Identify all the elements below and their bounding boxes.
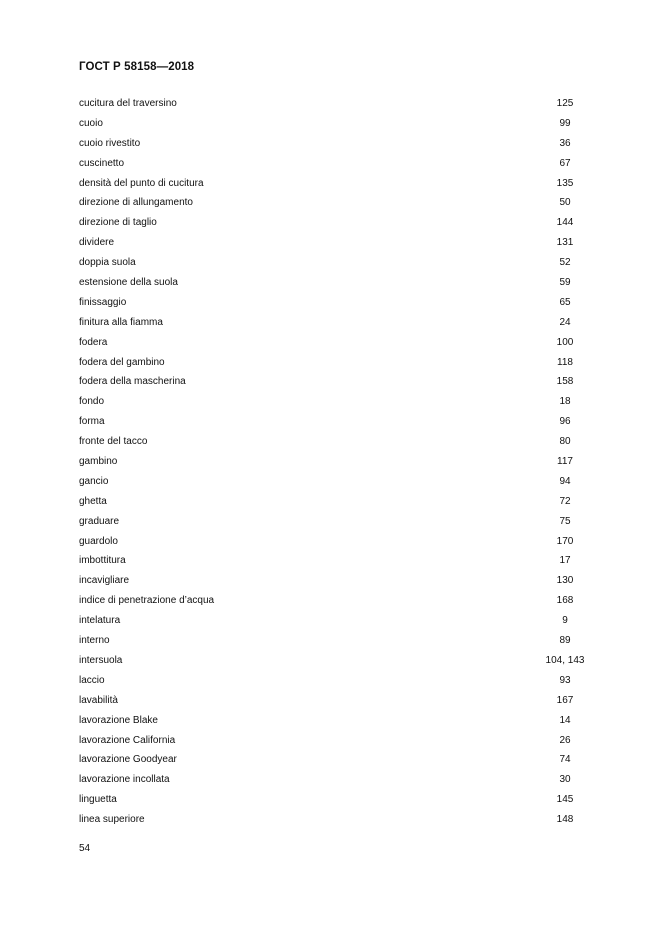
index-reference-number: 26 <box>559 734 571 746</box>
index-entry <box>79 793 599 813</box>
index-entry <box>79 157 599 177</box>
index-entry <box>79 694 599 714</box>
index-entry <box>79 316 599 336</box>
index-entry <box>79 535 599 555</box>
index-term: linea superiore <box>79 814 145 826</box>
index-entry <box>79 276 599 296</box>
index-term: forma <box>79 416 105 428</box>
index-reference-number: 158 <box>556 376 574 388</box>
index-reference-number: 67 <box>559 157 571 169</box>
index-entry <box>79 375 599 395</box>
index-reference-number: 93 <box>559 674 571 686</box>
index-term: densità del punto di cucitura <box>79 177 204 189</box>
document-header: ГОСТ Р 58158—2018 <box>79 61 195 73</box>
index-term: incavigliare <box>79 575 130 587</box>
index-term: ghetta <box>79 495 107 507</box>
index-term: interno <box>79 635 110 647</box>
index-entry <box>79 495 599 515</box>
index-term: cuscinetto <box>79 157 125 169</box>
index-term: direzione di taglio <box>79 217 157 229</box>
index-reference-number: 74 <box>559 754 571 766</box>
index-entry <box>79 455 599 475</box>
index-reference-number: 14 <box>559 714 571 726</box>
index-term: imbottitura <box>79 555 126 567</box>
index-reference-number: 59 <box>559 277 571 289</box>
index-term: direzione di allungamento <box>79 197 193 209</box>
index-reference-number: 24 <box>559 316 571 328</box>
index-reference-number: 65 <box>559 296 571 308</box>
index-reference-number: 118 <box>557 356 573 368</box>
index-entry <box>79 395 599 415</box>
index-entry <box>79 654 599 674</box>
term-index-list <box>79 97 599 833</box>
index-reference-number: 36 <box>559 137 571 149</box>
index-entry <box>79 734 599 754</box>
index-reference-number: 9 <box>562 615 568 627</box>
index-term: fronte del tacco <box>79 436 148 448</box>
index-entry <box>79 177 599 197</box>
index-reference-number: 94 <box>559 475 571 487</box>
index-reference-number: 130 <box>556 575 574 587</box>
index-term: cuoio <box>79 117 103 129</box>
index-entry <box>79 714 599 734</box>
index-term: finissaggio <box>79 296 127 308</box>
index-entry <box>79 117 599 137</box>
index-reference-number: 75 <box>559 515 571 527</box>
index-term: gancio <box>79 475 109 487</box>
index-term: lavabilità <box>79 694 118 706</box>
index-entry <box>79 196 599 216</box>
index-term: fodera <box>79 336 108 348</box>
index-entry <box>79 296 599 316</box>
index-entry <box>79 773 599 793</box>
index-entry <box>79 614 599 634</box>
index-term: gambino <box>79 456 118 468</box>
index-term: fodera della mascherina <box>79 376 186 388</box>
index-reference-number: 96 <box>559 416 571 428</box>
index-term: cuoio rivestito <box>79 137 141 149</box>
index-entry <box>79 336 599 356</box>
index-reference-number: 170 <box>556 535 574 547</box>
index-reference-number: 17 <box>559 555 571 567</box>
index-reference-number: 52 <box>559 257 571 269</box>
index-term: laccio <box>79 674 105 686</box>
index-entry <box>79 137 599 157</box>
index-entry <box>79 634 599 654</box>
index-reference-number: 30 <box>559 774 571 786</box>
index-term: fodera del gambino <box>79 356 165 368</box>
index-reference-number: 144 <box>556 217 574 229</box>
index-entry <box>79 356 599 376</box>
index-term: doppia suola <box>79 257 136 269</box>
index-entry <box>79 256 599 276</box>
index-term: lavorazione Blake <box>79 714 158 726</box>
index-entry <box>79 574 599 594</box>
index-term: fondo <box>79 396 105 408</box>
index-entry <box>79 415 599 435</box>
index-entry <box>79 594 599 614</box>
index-entry <box>79 515 599 535</box>
index-term: intelatura <box>79 615 121 627</box>
index-term: intersuola <box>79 654 123 666</box>
index-reference-number: 167 <box>556 694 574 706</box>
index-entry <box>79 475 599 495</box>
index-reference-number: 125 <box>556 98 574 109</box>
index-term: lavorazione California <box>79 734 176 746</box>
index-reference-number: 117 <box>557 456 573 468</box>
index-term: dividere <box>79 237 115 249</box>
index-term: finitura alla fiamma <box>79 316 163 328</box>
index-term: lavorazione incollata <box>79 774 170 786</box>
index-term: indice di penetrazione d’acqua <box>79 595 215 607</box>
index-entry <box>79 236 599 256</box>
index-term: estensione della suola <box>79 277 178 289</box>
index-reference-number: 131 <box>556 237 574 249</box>
index-entry <box>79 753 599 773</box>
index-term: guardolo <box>79 535 118 547</box>
index-reference-number: 18 <box>559 396 571 408</box>
index-entry <box>79 554 599 574</box>
index-entry <box>79 813 599 833</box>
index-term: cucitura del traversino <box>79 98 177 109</box>
page-number: 54 <box>79 843 91 854</box>
index-entry <box>79 97 599 117</box>
index-reference-number: 135 <box>556 177 574 189</box>
index-reference-number: 80 <box>559 436 571 448</box>
index-reference-number: 148 <box>556 814 574 826</box>
index-reference-number: 99 <box>559 117 571 129</box>
index-entry <box>79 435 599 455</box>
index-entry <box>79 216 599 236</box>
index-term: lavorazione Goodyear <box>79 754 177 766</box>
index-reference-number: 89 <box>559 635 571 647</box>
index-entry <box>79 674 599 694</box>
index-reference-number: 145 <box>556 794 574 806</box>
index-reference-number: 104, 143 <box>545 654 585 666</box>
index-reference-number: 100 <box>556 336 574 348</box>
index-term: graduare <box>79 515 120 527</box>
index-reference-number: 72 <box>559 495 571 507</box>
index-term: linguetta <box>79 794 117 806</box>
index-reference-number: 168 <box>556 595 574 607</box>
index-reference-number: 50 <box>559 197 571 209</box>
